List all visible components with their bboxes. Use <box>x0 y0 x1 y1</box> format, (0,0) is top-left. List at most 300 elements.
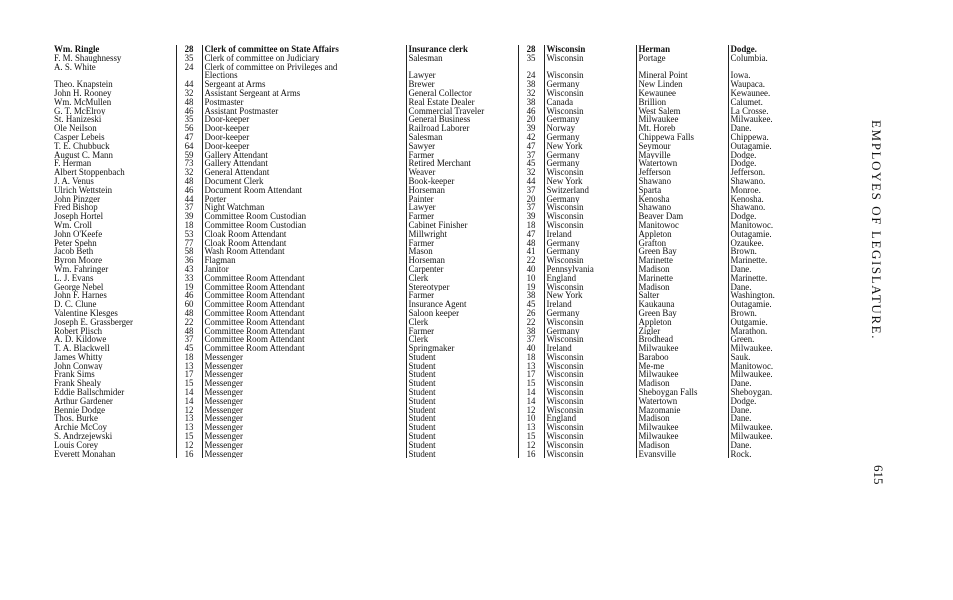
cell-num2: 41 <box>518 247 544 256</box>
cell-occupation: Saloon keeper <box>406 309 518 318</box>
cell-birthplace: Canada <box>544 98 636 107</box>
cell-num2: 22 <box>518 318 544 327</box>
cell-occupation: Springmaker <box>406 344 518 353</box>
cell-name: John O'Keefe <box>54 229 103 239</box>
cell-residence: Kewaunee. <box>728 89 842 98</box>
cell-name: George Nebel <box>54 282 104 292</box>
cell-birthplace: Wisconsin <box>544 379 636 388</box>
cell-birthplace: New York <box>544 291 636 300</box>
cell-num1: 35 <box>176 54 202 63</box>
cell-county: Watertown <box>636 159 728 168</box>
cell-name: Joseph Hortel <box>54 212 104 221</box>
cell-residence: Dane. <box>728 124 842 133</box>
cell-num1: 46 <box>176 291 202 300</box>
cell-county: Herman <box>636 45 728 54</box>
cell-name: L. J. Evans <box>54 273 94 283</box>
cell-position: Janitor <box>202 265 406 274</box>
cell-num1: 15 <box>176 432 202 441</box>
cell-num1: 60 <box>176 300 202 309</box>
cell-occupation: Student <box>406 379 518 388</box>
table-row <box>52 432 842 441</box>
cell-name: Frank Sims <box>54 370 95 380</box>
table-row <box>52 80 842 89</box>
cell-num2: 40 <box>518 344 544 353</box>
cell-num1: 14 <box>176 388 202 397</box>
table-row <box>52 151 842 160</box>
table-row <box>52 63 842 72</box>
cell-num2: 28 <box>518 45 544 54</box>
table-row <box>52 230 842 239</box>
cell-num2: 10 <box>518 414 544 423</box>
cell-num1: 36 <box>176 256 202 265</box>
cell-county: Sheboygan Falls <box>636 388 728 397</box>
cell-name: John Pinzger <box>54 194 101 204</box>
cell-num1: 18 <box>176 221 202 230</box>
cell-residence: Sheboygan. <box>728 388 842 397</box>
cell-occupation: Painter <box>406 195 518 204</box>
cell-name: T. E. Chubbuck <box>54 141 110 151</box>
cell-position: Door-keeper <box>202 124 406 133</box>
cell-name <box>52 71 176 80</box>
cell-residence: Outagamie. <box>728 142 842 151</box>
cell-county: Green Bay <box>636 247 728 256</box>
cell-position: Assistant Sergeant at Arms <box>202 89 406 98</box>
cell-num2: 47 <box>518 142 544 151</box>
cell-num1: 19 <box>176 283 202 292</box>
cell-name: Peter Spehn <box>54 238 97 248</box>
cell-residence: Dane. <box>728 265 842 274</box>
cell-num2: 38 <box>518 291 544 300</box>
cell-birthplace: Wisconsin <box>544 107 636 116</box>
cell-residence: Calumet. <box>728 98 842 107</box>
cell-county: Mazomanie <box>636 406 728 415</box>
cell-num2: 15 <box>518 379 544 388</box>
cell-num1: 43 <box>176 265 202 274</box>
cell-county: Green Bay <box>636 309 728 318</box>
cell-occupation: Student <box>406 406 518 415</box>
cell-position: Door-keeper <box>202 142 406 151</box>
cell-num1: 48 <box>176 309 202 318</box>
cell-name: Byron Moore <box>54 256 103 265</box>
cell-residence: Milwaukee. <box>728 344 842 353</box>
cell-residence: Waupaca. <box>728 80 842 89</box>
cell-occupation: Railroad Laborer <box>406 124 518 133</box>
cell-occupation: Carpenter <box>406 265 518 274</box>
table-row <box>52 397 842 406</box>
cell-county: Appleton <box>636 318 728 327</box>
table-row <box>52 115 842 124</box>
cell-num2: 37 <box>518 203 544 212</box>
cell-name: Eddie Ballschmider <box>54 388 125 397</box>
cell-num1: 47 <box>176 133 202 142</box>
cell-num2: 18 <box>518 221 544 230</box>
cell-occupation: General Collector <box>406 89 518 98</box>
cell-occupation: Insurance Agent <box>406 300 518 309</box>
cell-birthplace: Wisconsin <box>544 335 636 344</box>
cell-county: Salter <box>636 291 728 300</box>
cell-county: Milwaukee <box>636 115 728 124</box>
cell-county: Shawano <box>636 177 728 186</box>
cell-position: Sergeant at Arms <box>202 80 406 89</box>
cell-county: Brodhead <box>636 335 728 344</box>
cell-county: Baraboo <box>636 353 728 362</box>
table-row <box>52 159 842 168</box>
cell-num2: 44 <box>518 177 544 186</box>
cell-county: Madison <box>636 441 728 450</box>
cell-birthplace: Wisconsin <box>544 388 636 397</box>
cell-num1: 24 <box>176 63 202 72</box>
table-row <box>52 300 842 309</box>
cell-num1: 32 <box>176 89 202 98</box>
cell-occupation: Stereotyper <box>406 283 518 292</box>
cell-num1: 12 <box>176 406 202 415</box>
cell-residence: Marinette. <box>728 274 842 283</box>
cell-occupation: Clerk <box>406 335 518 344</box>
cell-num2: 37 <box>518 335 544 344</box>
cell-num2: 24 <box>518 71 544 80</box>
cell-num2: 38 <box>518 98 544 107</box>
cell-name: Wm. McMullen <box>54 97 112 107</box>
cell-birthplace: Germany <box>544 159 636 168</box>
cell-num2: 20 <box>518 195 544 204</box>
cell-birthplace: Wisconsin <box>544 318 636 327</box>
cell-residence: Columbia. <box>728 54 842 63</box>
cell-position: Messenger <box>202 388 406 397</box>
cell-num1: 48 <box>176 327 202 336</box>
cell-residence: Dane. <box>728 406 842 415</box>
cell-name: Wm. Fahringer <box>54 264 109 274</box>
cell-occupation: Student <box>406 370 518 379</box>
cell-occupation: Clerk <box>406 318 518 327</box>
cell-residence: Manitowoc. <box>728 362 842 371</box>
running-title: EMPLOYES OF LEGISLATURE. <box>869 120 884 341</box>
cell-name: Valentine Klesges <box>54 308 118 318</box>
cell-county: Chippewa Falls <box>636 133 728 142</box>
cell-name: F. M. Shaughnessy <box>54 53 122 63</box>
cell-position: Committee Room Attendant <box>202 300 406 309</box>
cell-position: Messenger <box>202 397 406 406</box>
cell-num1: 44 <box>176 195 202 204</box>
cell-num1: 59 <box>176 151 202 160</box>
cell-num2: 40 <box>518 265 544 274</box>
cell-name: Arthur Gardener <box>54 396 113 406</box>
cell-birthplace: Norway <box>544 124 636 133</box>
table-row <box>52 89 842 98</box>
cell-occupation: General Business <box>406 115 518 124</box>
cell-county: Marinette <box>636 274 728 283</box>
cell-birthplace: Wisconsin <box>544 256 636 265</box>
cell-num1: 17 <box>176 370 202 379</box>
page-number: 615 <box>871 465 886 485</box>
cell-occupation: Horseman <box>406 186 518 195</box>
cell-position: Elections <box>202 71 406 80</box>
table-body <box>52 45 842 458</box>
cell-num1 <box>176 71 202 80</box>
cell-occupation: Salesman <box>406 54 518 63</box>
cell-residence: Sauk. <box>728 353 842 362</box>
cell-num2: 18 <box>518 353 544 362</box>
cell-position: Clerk of committee on State Affairs <box>202 45 406 54</box>
cell-occupation: Salesman <box>406 133 518 142</box>
cell-county: Jefferson <box>636 168 728 177</box>
table-row <box>52 309 842 318</box>
cell-occupation: Insurance clerk <box>406 45 518 54</box>
cell-residence: Milwaukee. <box>728 432 842 441</box>
cell-num1: 13 <box>176 362 202 371</box>
cell-name: A. D. Kildowe <box>54 335 107 345</box>
cell-birthplace: Germany <box>544 133 636 142</box>
cell-county: Kenosha <box>636 195 728 204</box>
cell-residence: Dodge. <box>728 159 842 168</box>
cell-birthplace: Wisconsin <box>544 203 636 212</box>
cell-num2: 22 <box>518 256 544 265</box>
cell-name: Bennie Dodge <box>54 405 106 415</box>
cell-county: Mineral Point <box>636 71 728 80</box>
table-row <box>52 335 842 344</box>
cell-position: Committee Room Attendant <box>202 327 406 336</box>
cell-occupation: Student <box>406 397 518 406</box>
cell-residence: Milwaukee. <box>728 423 842 432</box>
cell-occupation: Millwright <box>406 230 518 239</box>
cell-county: Mayville <box>636 151 728 160</box>
cell-num1: 53 <box>176 230 202 239</box>
cell-num1: 35 <box>176 115 202 124</box>
cell-birthplace: Wisconsin <box>544 406 636 415</box>
cell-num1: 73 <box>176 159 202 168</box>
cell-occupation: Student <box>406 432 518 441</box>
cell-residence: Marathon. <box>728 327 842 336</box>
cell-name: Frank Shealy <box>54 379 102 389</box>
cell-occupation: Horseman <box>406 256 518 265</box>
table-row <box>52 353 842 362</box>
cell-num2: 14 <box>518 397 544 406</box>
cell-county: Madison <box>636 379 728 388</box>
cell-num2 <box>518 63 544 72</box>
cell-birthplace <box>544 63 636 72</box>
cell-residence: Dodge. <box>728 45 842 54</box>
cell-birthplace: Wisconsin <box>544 370 636 379</box>
cell-num2: 37 <box>518 151 544 160</box>
table-row <box>52 450 842 459</box>
cell-num2: 32 <box>518 168 544 177</box>
cell-residence: Manitowoc. <box>728 221 842 230</box>
cell-position: Messenger <box>202 362 406 371</box>
cell-occupation: Student <box>406 423 518 432</box>
table-row <box>52 239 842 248</box>
cell-birthplace: Wisconsin <box>544 450 636 459</box>
cell-birthplace: Wisconsin <box>544 212 636 221</box>
cell-num2: 46 <box>518 107 544 116</box>
cell-residence: Dodge. <box>728 151 842 160</box>
cell-county: West Salem <box>636 107 728 116</box>
cell-num1: 46 <box>176 107 202 116</box>
cell-occupation: Student <box>406 362 518 371</box>
cell-num2: 45 <box>518 159 544 168</box>
table-row <box>52 195 842 204</box>
table-row <box>52 423 842 432</box>
cell-num2: 12 <box>518 441 544 450</box>
cell-position: Messenger <box>202 406 406 415</box>
cell-name: Theo. Knapstein <box>54 80 113 89</box>
cell-num1: 13 <box>176 423 202 432</box>
cell-county <box>636 63 728 72</box>
table-row <box>52 133 842 142</box>
cell-num2: 39 <box>518 124 544 133</box>
cell-county: Manitowoc <box>636 221 728 230</box>
cell-num2: 10 <box>518 274 544 283</box>
cell-position: Committee Room Attendant <box>202 318 406 327</box>
cell-occupation: Retired Merchant <box>406 159 518 168</box>
cell-num2: 47 <box>518 230 544 239</box>
table-row <box>52 344 842 353</box>
cell-position: Committee Room Custodian <box>202 212 406 221</box>
cell-num1: 56 <box>176 124 202 133</box>
cell-position: Gallery Attendant <box>202 159 406 168</box>
cell-county: Milwaukee <box>636 344 728 353</box>
cell-residence: Outagamie. <box>728 300 842 309</box>
table-row <box>52 318 842 327</box>
cell-residence: Shawano. <box>728 203 842 212</box>
cell-name: Louis Corey <box>54 440 99 450</box>
cell-birthplace: Pennsylvania <box>544 265 636 274</box>
cell-county: Seymour <box>636 142 728 151</box>
cell-position: Document Clerk <box>202 177 406 186</box>
cell-residence <box>728 63 842 72</box>
cell-county: Portage <box>636 54 728 63</box>
cell-occupation: Student <box>406 388 518 397</box>
cell-county: Beaver Dam <box>636 212 728 221</box>
cell-num2: 13 <box>518 362 544 371</box>
cell-position: Messenger <box>202 414 406 423</box>
cell-name: John F. Harnes <box>54 291 107 301</box>
table-row <box>52 168 842 177</box>
cell-position: Messenger <box>202 370 406 379</box>
cell-residence: Monroe. <box>728 186 842 195</box>
cell-num1: 44 <box>176 80 202 89</box>
cell-position: Committee Room Attendant <box>202 291 406 300</box>
cell-county: New Linden <box>636 80 728 89</box>
cell-position: Gallery Attendant <box>202 151 406 160</box>
cell-occupation: Sawyer <box>406 142 518 151</box>
cell-occupation: Real Estate Dealer <box>406 98 518 107</box>
cell-num1: 13 <box>176 414 202 423</box>
cell-occupation: Student <box>406 450 518 459</box>
cell-birthplace: England <box>544 274 636 283</box>
cell-county: Watertown <box>636 397 728 406</box>
cell-occupation: Lawyer <box>406 71 518 80</box>
cell-residence: Dane. <box>728 441 842 450</box>
cell-num1: 32 <box>176 168 202 177</box>
cell-birthplace: Wisconsin <box>544 423 636 432</box>
cell-birthplace: Wisconsin <box>544 168 636 177</box>
cell-county: Milwaukee <box>636 423 728 432</box>
cell-position: Messenger <box>202 432 406 441</box>
cell-residence: Dane. <box>728 283 842 292</box>
table-row <box>52 54 842 63</box>
cell-birthplace: Germany <box>544 309 636 318</box>
cell-name: Joseph E. Grassberger <box>54 317 133 327</box>
cell-occupation: Farmer <box>406 291 518 300</box>
cell-name: John H. Rooney <box>54 88 112 98</box>
cell-position: Flagman <box>202 256 406 265</box>
cell-birthplace: Germany <box>544 247 636 256</box>
cell-birthplace: Wisconsin <box>544 432 636 441</box>
cell-birthplace: Wisconsin <box>544 397 636 406</box>
cell-name: Everett Monahan <box>54 449 116 459</box>
cell-county: Madison <box>636 265 728 274</box>
cell-birthplace: Germany <box>544 151 636 160</box>
cell-num1: 37 <box>176 335 202 344</box>
cell-position: Night Watchman <box>202 203 406 212</box>
cell-num2: 20 <box>518 115 544 124</box>
cell-name: Jacob Beth <box>54 247 94 257</box>
cell-num1: 58 <box>176 247 202 256</box>
cell-residence: Iowa. <box>728 71 842 80</box>
cell-num2: 19 <box>518 283 544 292</box>
cell-birthplace: New York <box>544 142 636 151</box>
table-row <box>52 212 842 221</box>
cell-county: Kewaunee <box>636 89 728 98</box>
cell-num2: 15 <box>518 432 544 441</box>
cell-residence: Green. <box>728 335 842 344</box>
table-row <box>52 406 842 415</box>
cell-county: Marinette <box>636 256 728 265</box>
cell-occupation: Farmer <box>406 212 518 221</box>
cell-residence: Outagamie. <box>728 230 842 239</box>
cell-county: Appleton <box>636 230 728 239</box>
cell-position: Committee Room Custodian <box>202 221 406 230</box>
cell-birthplace: Wisconsin <box>544 54 636 63</box>
table-row <box>52 107 842 116</box>
cell-name: G. T. McElroy <box>54 106 106 116</box>
cell-num1: 48 <box>176 177 202 186</box>
cell-occupation: Farmer <box>406 239 518 248</box>
cell-name: Fred Bishop <box>54 203 98 213</box>
cell-birthplace: Wisconsin <box>544 221 636 230</box>
cell-county: Evansville <box>636 450 728 459</box>
table-row <box>52 221 842 230</box>
cell-num1: 64 <box>176 142 202 151</box>
cell-position: Wash Room Attendant <box>202 247 406 256</box>
cell-birthplace: Wisconsin <box>544 441 636 450</box>
cell-position: Clerk of committee on Privileges and <box>202 63 406 72</box>
cell-residence: Rock. <box>728 450 842 459</box>
cell-name: T. A. Blackwell <box>54 344 110 353</box>
cell-occupation: Student <box>406 441 518 450</box>
cell-num2: 35 <box>518 54 544 63</box>
cell-birthplace: Wisconsin <box>544 362 636 371</box>
table-row <box>52 71 842 80</box>
cell-residence: Dodge. <box>728 212 842 221</box>
cell-name: Thos. Burke <box>54 414 98 424</box>
cell-num2: 12 <box>518 406 544 415</box>
table-row <box>52 177 842 186</box>
cell-county: Kaukauna <box>636 300 728 309</box>
cell-name: August C. Mann <box>54 150 113 160</box>
cell-position: Committee Room Attendant <box>202 274 406 283</box>
table-row <box>52 441 842 450</box>
cell-num1: 18 <box>176 353 202 362</box>
cell-county: Shawano <box>636 203 728 212</box>
cell-name: F. Herman <box>54 159 92 169</box>
cell-birthplace: Wisconsin <box>544 353 636 362</box>
cell-name: D. C. Clune <box>54 300 97 309</box>
cell-occupation: Weaver <box>406 168 518 177</box>
cell-birthplace: Ireland <box>544 230 636 239</box>
cell-position: Committee Room Attendant <box>202 344 406 353</box>
table-row <box>52 283 842 292</box>
cell-occupation <box>406 63 518 72</box>
